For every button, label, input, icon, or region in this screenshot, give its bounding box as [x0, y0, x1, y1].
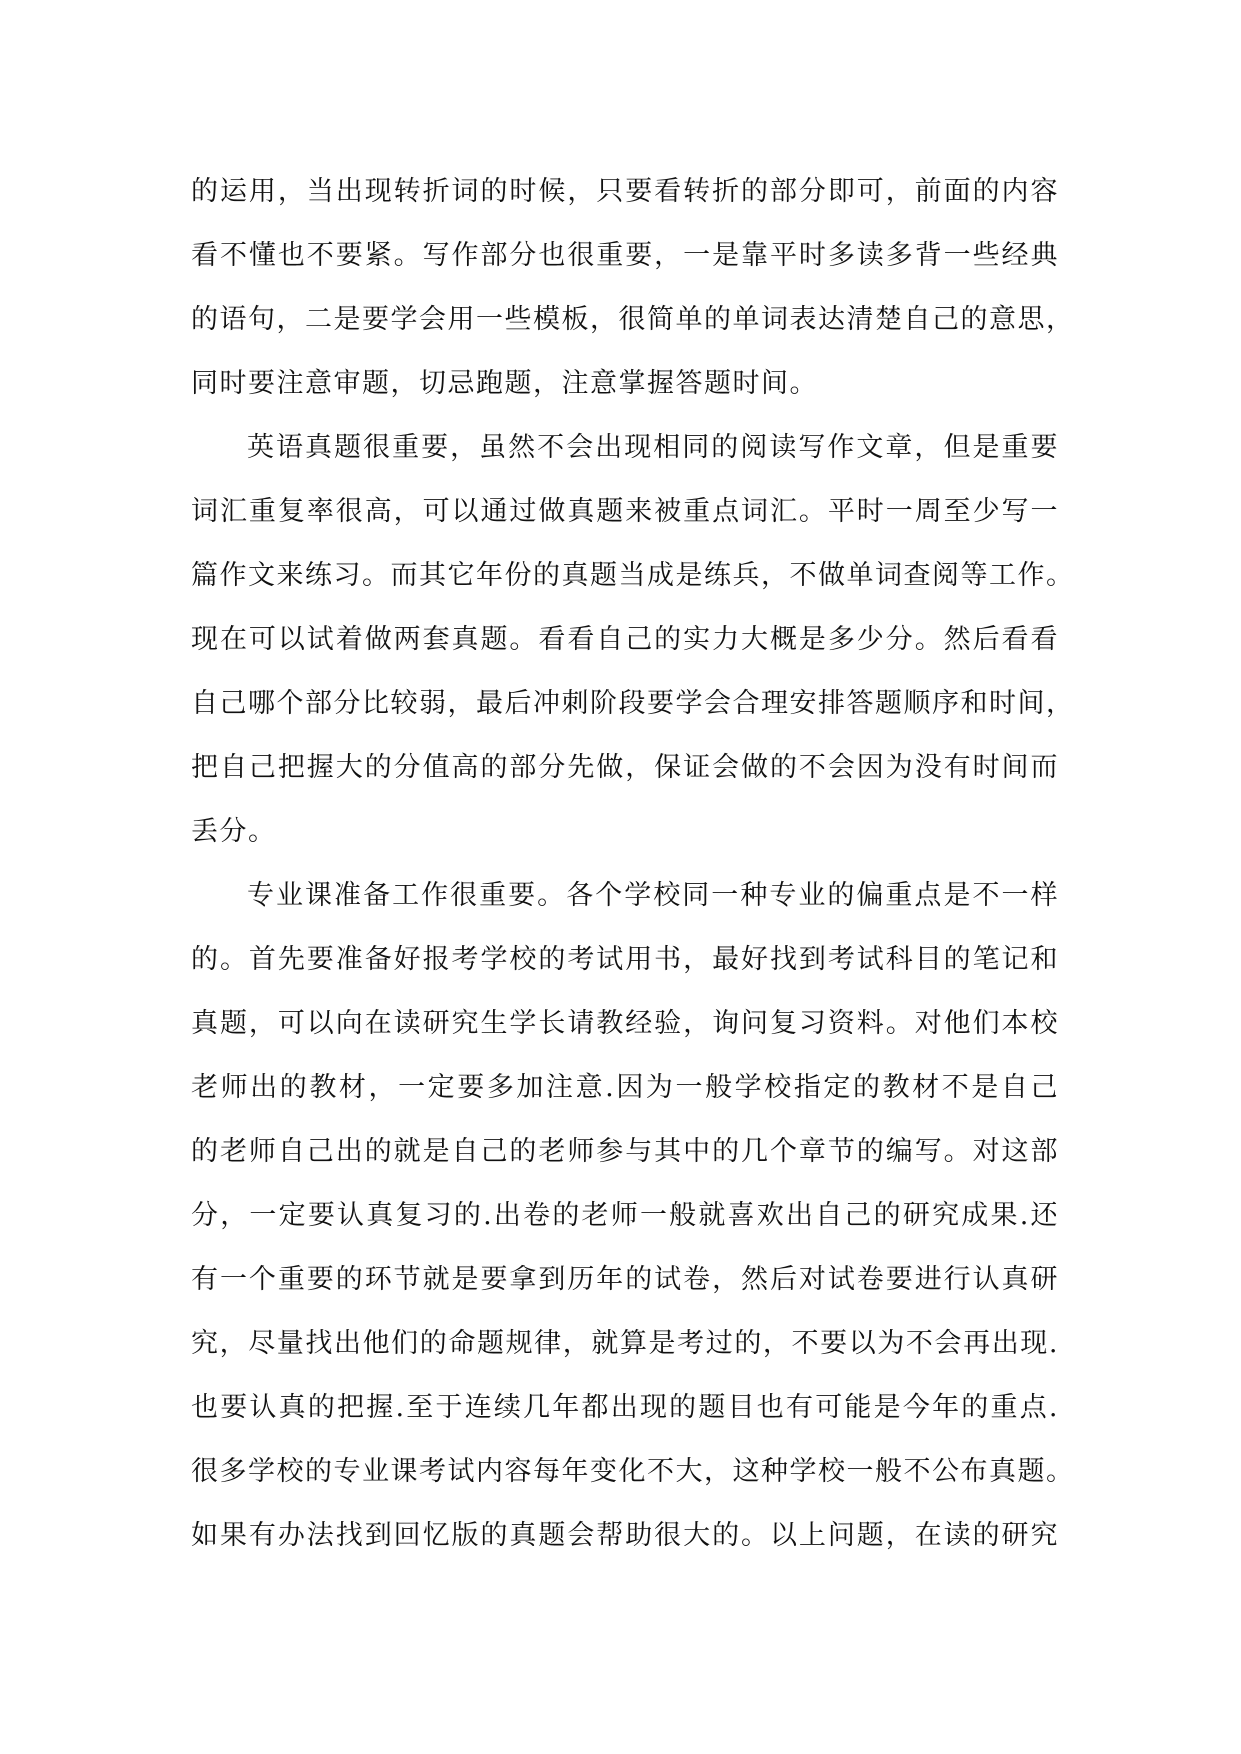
- document-body: [191, 160, 1075, 1568]
- text-line: 专业课准备工作很重要。各个学校同一种专业的偏重点是不一样: [247, 880, 1059, 911]
- text-line: 究，尽量找出他们的命题规律，就算是考过的，不要以为不会再出现.: [191, 1328, 1059, 1359]
- text-line: 篇作文来练习。而其它年份的真题当成是练兵，不做单词查阅等工作。: [191, 560, 1075, 591]
- paragraph-1: [191, 160, 1075, 416]
- text-line: 丢分。: [191, 816, 277, 847]
- text-line: 有一个重要的环节就是要拿到历年的试卷，然后对试卷要进行认真研: [191, 1264, 1059, 1295]
- text-line: 自己哪个部分比较弱，最后冲刺阶段要学会合理安排答题顺序和时间，: [191, 688, 1075, 719]
- text-line: 分，一定要认真复习的.出卷的老师一般就喜欢出自己的研究成果.还: [191, 1200, 1059, 1231]
- text-line: 如果有办法找到回忆版的真题会帮助很大的。以上问题，在读的研究: [191, 1520, 1059, 1551]
- paragraph-2: [191, 416, 1075, 864]
- text-line: 真题，可以向在读研究生学长请教经验，询问复习资料。对他们本校: [191, 1008, 1059, 1039]
- text-line: 看不懂也不要紧。写作部分也很重要，一是靠平时多读多背一些经典: [191, 240, 1059, 271]
- text-line: 英语真题很重要，虽然不会出现相同的阅读写作文章，但是重要: [247, 432, 1059, 463]
- text-line: 老师出的教材，一定要多加注意.因为一般学校指定的教材不是自己: [191, 1072, 1059, 1103]
- text-line: 的运用，当出现转折词的时候，只要看转折的部分即可，前面的内容: [191, 176, 1059, 207]
- text-line: 把自己把握大的分值高的部分先做，保证会做的不会因为没有时间而: [191, 752, 1059, 783]
- text-line: 的语句，二是要学会用一些模板，很简单的单词表达清楚自己的意思，: [191, 304, 1075, 335]
- text-line: 也要认真的把握.至于连续几年都出现的题目也有可能是今年的重点.: [191, 1392, 1059, 1423]
- text-line: 现在可以试着做两套真题。看看自己的实力大概是多少分。然后看看: [191, 624, 1059, 655]
- text-line: 的老师自己出的就是自己的老师参与其中的几个章节的编写。对这部: [191, 1136, 1059, 1167]
- text-line: 的。首先要准备好报考学校的考试用书，最好找到考试科目的笔记和: [191, 944, 1059, 975]
- text-line: 很多学校的专业课考试内容每年变化不大，这种学校一般不公布真题。: [191, 1456, 1075, 1487]
- paragraph-3: [191, 864, 1075, 1568]
- text-line: 词汇重复率很高，可以通过做真题来被重点词汇。平时一周至少写一: [191, 496, 1059, 527]
- text-line: 同时要注意审题，切忌跑题，注意掌握答题时间。: [191, 368, 818, 399]
